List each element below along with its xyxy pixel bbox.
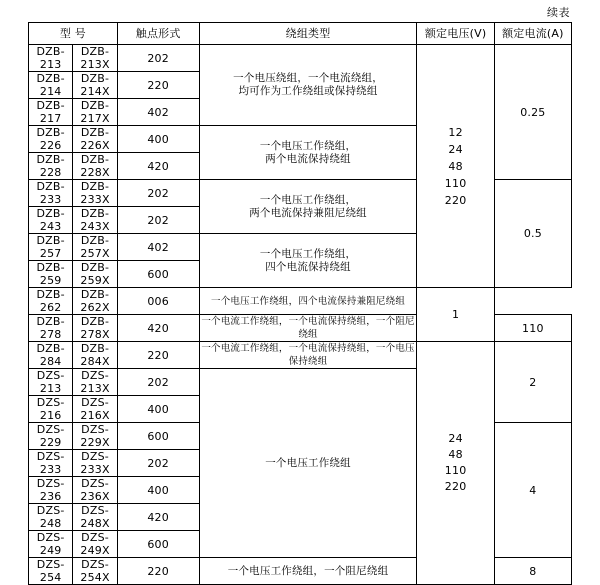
cell-model-1: DZB-213: [29, 45, 73, 72]
cell-contact: 420: [117, 153, 199, 180]
cell-model-2: DZB-243X: [73, 207, 117, 234]
voltage-value: 220: [444, 193, 467, 207]
cell-model-1: DZS-249: [29, 531, 73, 558]
voltage-value: 24: [448, 432, 463, 445]
cell-voltage-group-1: [417, 45, 494, 288]
cell-model-1: DZB-262: [29, 288, 73, 315]
cell-model-1: DZS-254: [29, 558, 73, 585]
cell-winding-8: 一个电压工作绕组: [199, 369, 417, 558]
cell-contact: 600: [117, 423, 199, 450]
cell-model-2: DZB-278X: [73, 315, 117, 342]
cell-model-2: DZS-213X: [73, 369, 117, 396]
voltage-value: 110: [444, 464, 467, 477]
cell-contact: 420: [117, 504, 199, 531]
cell-contact: 220: [117, 72, 199, 99]
header-winding-type: 绕组类型: [199, 23, 417, 45]
voltage-value: 24: [448, 142, 463, 156]
cell-model-2: DZS-216X: [73, 396, 117, 423]
table-header: [29, 23, 572, 45]
cell-current-3: 1: [417, 288, 494, 342]
cell-model-1: DZB-259: [29, 261, 73, 288]
cell-model-2: DZB-217X: [73, 99, 117, 126]
cell-contact: 220: [117, 342, 199, 369]
cell-winding-5: 一个电压工作绕组，四个电流保持兼阻尼绕组: [199, 288, 417, 315]
cell-model-1: DZB-278: [29, 315, 73, 342]
cell-model-1: DZS-216: [29, 396, 73, 423]
header-rated-current: 额定电流(A): [494, 23, 571, 45]
cell-model-1: DZB-233: [29, 180, 73, 207]
cell-contact: 400: [117, 126, 199, 153]
cell-winding-7: 一个电流工作绕组，一个电流保持绕组，一个电压保持绕组: [199, 342, 417, 369]
cell-model-2: DZS-229X: [73, 423, 117, 450]
cell-model-2: DZS-248X: [73, 504, 117, 531]
cell-current-5: 4: [494, 423, 571, 558]
cell-contact: 400: [117, 396, 199, 423]
cell-current-2: 0.5: [494, 180, 571, 288]
voltage-value: 220: [444, 480, 467, 493]
cell-contact: 402: [117, 234, 199, 261]
cell-model-2: DZS-233X: [73, 450, 117, 477]
table-row: [29, 45, 572, 72]
header-row: [29, 23, 572, 45]
cell-model-1: DZB-243: [29, 207, 73, 234]
cell-model-1: DZS-233: [29, 450, 73, 477]
voltage-value: 110: [444, 176, 467, 190]
winding-line-2: 均可作为工作绕组或保持绕组: [238, 85, 378, 97]
cell-model-2: DZB-284X: [73, 342, 117, 369]
cell-contact: 202: [117, 180, 199, 207]
header-rated-voltage: 额定电压(V): [417, 23, 494, 45]
cell-contact: 202: [117, 450, 199, 477]
cell-model-2: DZB-233X: [73, 180, 117, 207]
voltage-value: 48: [448, 159, 463, 173]
cell-winding-group-4: [199, 234, 417, 288]
cell-contact: 600: [117, 531, 199, 558]
cell-current-4: 2: [494, 342, 571, 423]
specification-table: [28, 22, 572, 585]
voltage-value: 12: [448, 125, 463, 139]
cell-contact: 402: [117, 99, 199, 126]
cell-winding-group-2: [199, 126, 417, 180]
cell-current-6: 8: [494, 558, 571, 585]
winding-line-1: 一个电压绕组，一个电流绕组，: [233, 72, 383, 84]
winding-line-1: 一个电压工作绕组，: [259, 193, 357, 206]
cell-winding-group-1: [199, 45, 417, 126]
cell-contact: 400: [117, 477, 199, 504]
cell-model-1: DZB-214: [29, 72, 73, 99]
cell-voltage-group-3: [417, 342, 494, 585]
cell-contact: 600: [117, 261, 199, 288]
cell-model-2: DZB-213X: [73, 45, 117, 72]
cell-model-2: DZB-259X: [73, 261, 117, 288]
cell-contact: 202: [117, 45, 199, 72]
table-row: [29, 288, 572, 315]
winding-line-2: 四个电流保持绕组: [265, 260, 351, 273]
cell-model-1: DZS-229: [29, 423, 73, 450]
cell-contact: 220: [117, 558, 199, 585]
table-body: [29, 45, 572, 585]
table-row: [29, 342, 572, 369]
winding-line-1: 一个电压工作绕组，: [259, 139, 357, 152]
winding-line-2: 两个电流保持绕组: [265, 152, 351, 165]
cell-model-1: DZS-236: [29, 477, 73, 504]
cell-contact: 202: [117, 207, 199, 234]
cell-contact: 006: [117, 288, 199, 315]
cell-contact: 420: [117, 315, 199, 342]
cell-model-2: DZS-249X: [73, 531, 117, 558]
cell-model-1: DZB-284: [29, 342, 73, 369]
cell-model-2: DZB-226X: [73, 126, 117, 153]
document-page: [0, 6, 600, 584]
header-model: 型 号: [29, 23, 118, 45]
cell-winding-9: 一个电压工作绕组，一个阻尼绕组: [199, 558, 417, 585]
cell-model-2: DZB-257X: [73, 234, 117, 261]
header-contact-type: 触点形式: [117, 23, 199, 45]
cell-voltage-group-2: 110: [494, 315, 571, 342]
winding-line-1: 一个电压工作绕组，: [259, 247, 357, 260]
cell-model-2: DZB-214X: [73, 72, 117, 99]
cell-contact: 202: [117, 369, 199, 396]
cell-model-1: DZS-248: [29, 504, 73, 531]
cell-model-2: DZB-228X: [73, 153, 117, 180]
cell-model-2: DZB-262X: [73, 288, 117, 315]
cell-model-1: DZB-228: [29, 153, 73, 180]
cell-model-2: DZS-236X: [73, 477, 117, 504]
cell-model-2: DZS-254X: [73, 558, 117, 585]
continued-table-label: 续表: [547, 6, 570, 19]
cell-model-1: DZB-217: [29, 99, 73, 126]
cell-current-1: 0.25: [494, 45, 571, 180]
cell-winding-6: 一个电流工作绕组，一个电流保持绕组，一个阻尼绕组: [199, 315, 417, 342]
winding-line-2: 两个电流保持兼阻尼绕组: [249, 206, 367, 219]
voltage-value: 48: [448, 448, 463, 461]
cell-model-1: DZS-213: [29, 369, 73, 396]
cell-model-1: DZB-257: [29, 234, 73, 261]
cell-model-1: DZB-226: [29, 126, 73, 153]
cell-winding-group-3: [199, 180, 417, 234]
